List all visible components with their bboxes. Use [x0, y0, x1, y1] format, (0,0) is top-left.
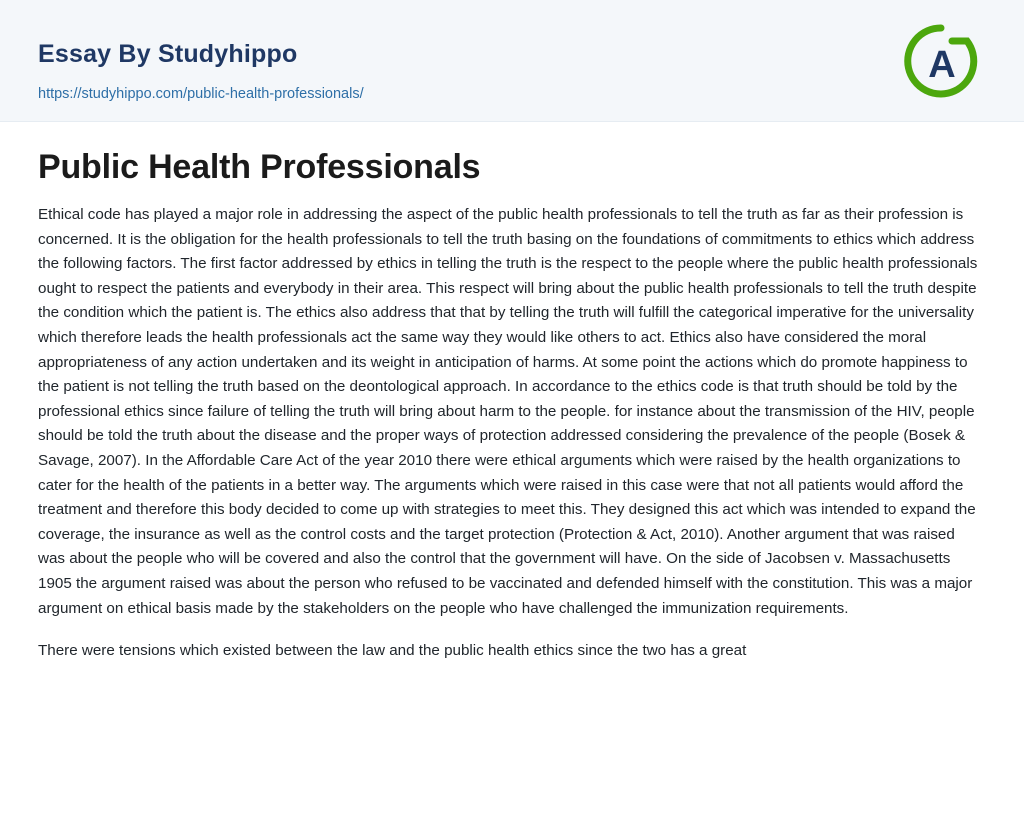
document-content	[0, 122, 1024, 664]
page-header	[0, 0, 1024, 122]
studyhippo-a-logo-icon	[902, 22, 980, 100]
body-paragraph-2: There were tensions which existed between the law and the public health ethics since the two has a great	[38, 642, 747, 660]
site-brand-title: Essay By Studyhippo	[38, 40, 298, 68]
body-paragraph-1: Ethical code has played a major role in addressing the aspect of the public health professionals to tell the truth as far as their profession is concerned. It is the obligation for the health professionals to tell the truth basing on the foundations of commitments to ethics which address the following factors. The first factor addressed by ethics in telling the truth is the respect to the people where the public health professionals ought to respect the patients and everybody in their area. This respect will bring about the public health professionals to tell the truth despite the condition which the patient is. The ethics also address that that by telling the truth will fulfill the categorical imperative for the universality which therefore leads the health professionals act the same way they would like others to act. Ethics also have considered the moral appropriateness of any action undertaken and its weight in anticipation of harms. At some point the actions which do promote happiness to the patient is not telling the truth based on the deontological approach. In accordance to the ethics code is that truth should be told by the professional ethics since failure of telling the truth will bring about harm to the people. for instance about the transmission of the HIV, people should be told the truth about the disease and the proper ways of protection addressed considering the prevalence of the people (Bosek & Savage, 2007). In the Affordable Care Act of the year 2010 there were ethical arguments which were raised by the health organizations to cater for the health of the patients in a better way. The arguments which were raised in this case were that not all patients would afford the treatment and therefore this body decided to come up with strategies to meet this. They designed this act which was intended to expand the coverage, the insurance as well as the control costs and the target protection (Protection & Act, 2010). Another argument that was raised was about the people who will be covered and also the control that the government will have. On the side of Jacobsen v. Massachusetts 1905 the argument raised was about the person who refused to be vaccinated and defended himself with the constitution. This was a major argument on ethical basis made by the stakeholders on the people who have challenged the immunization requirements.	[38, 206, 978, 617]
svg-text:A: A	[928, 44, 956, 86]
source-url-link[interactable]: https://studyhippo.com/public-health-professionals/	[38, 86, 364, 102]
page-title: Public Health Professionals	[38, 148, 481, 186]
